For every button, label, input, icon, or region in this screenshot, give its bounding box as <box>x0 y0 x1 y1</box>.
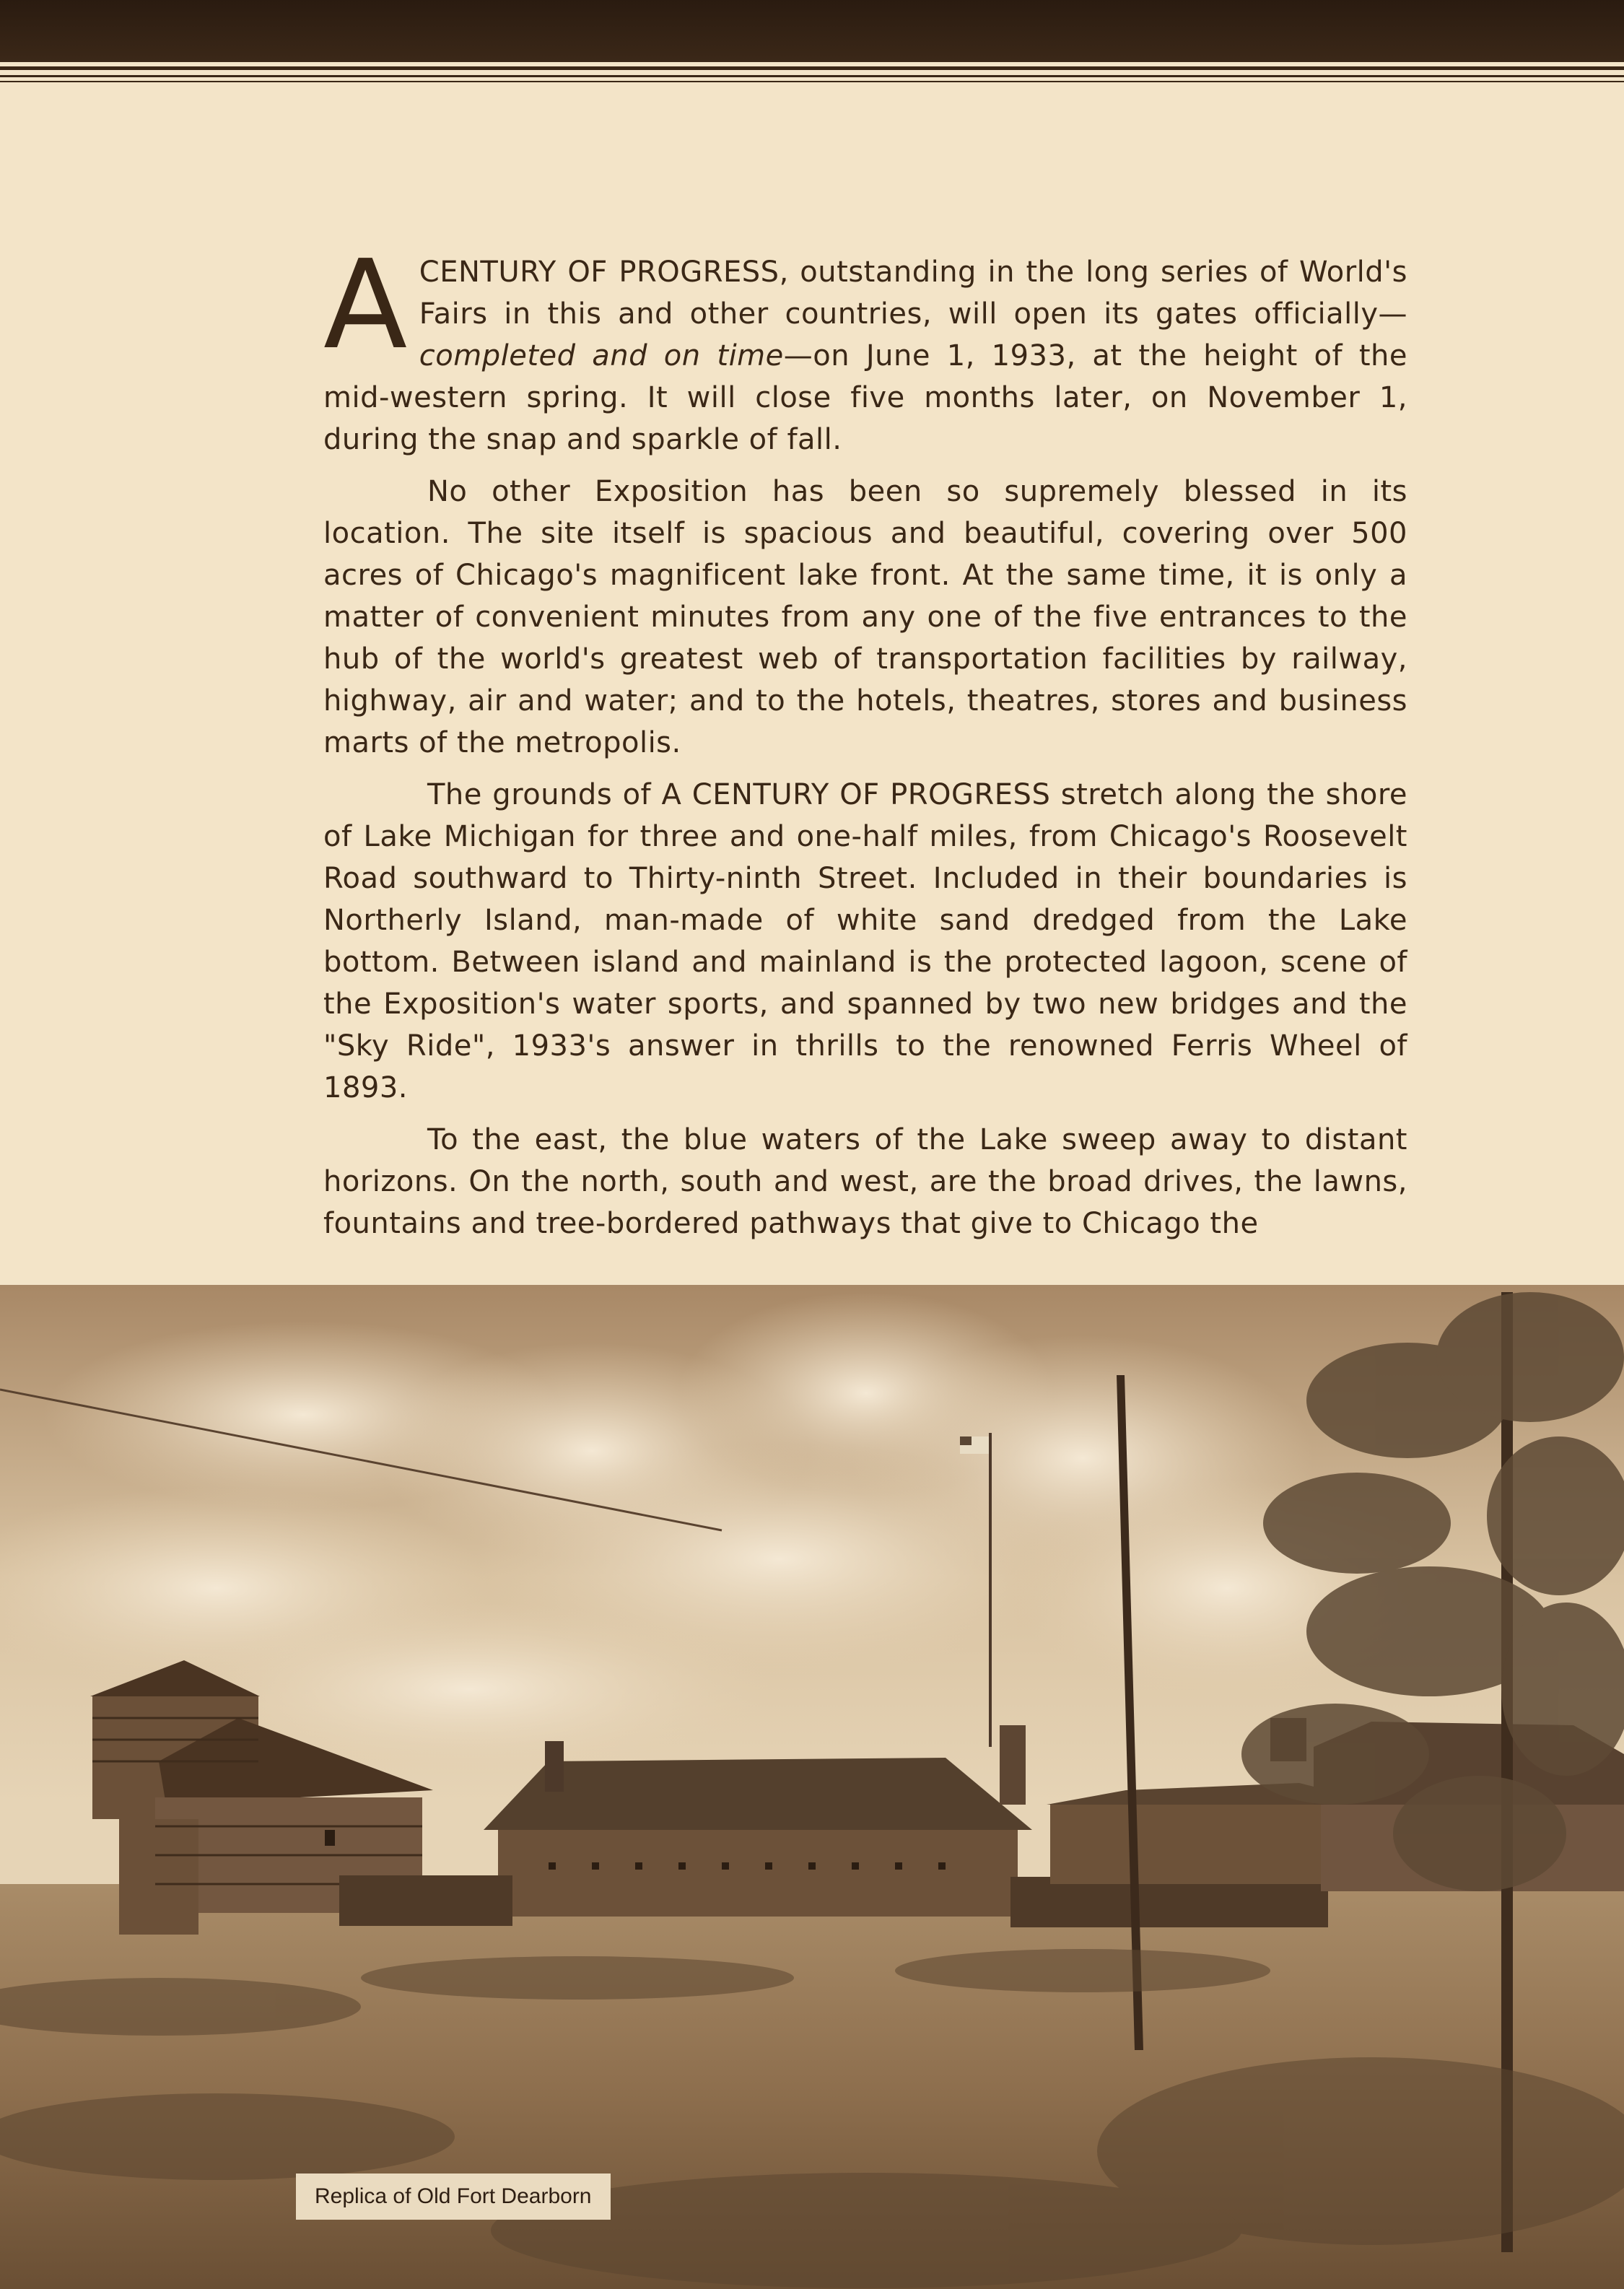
top-rule-line <box>0 75 1624 77</box>
paragraph-1-text-a: CENTURY OF PROGRESS, outstanding in the long series of World's Fairs in this and other countries, will open its gates officially— <box>419 256 1407 331</box>
article-text <box>323 234 1407 1255</box>
paragraph-1-italic: completed and on time <box>419 339 784 372</box>
top-border-band <box>0 0 1624 62</box>
fort-dearborn-photo <box>0 1285 1624 2289</box>
drop-cap: A <box>323 234 408 377</box>
paragraph-1 <box>323 234 1407 461</box>
paragraph-1-text-b: —on June 1, 1933, at the height of the mid-western spring. It will close five months later, on November 1, during the snap and sparkle of fall. <box>323 339 1407 456</box>
paragraph-4: To the east, the blue waters of the Lake sweep away to distant horizons. On the north, south and west, are the broad drives, the lawns, fountains and tree-bordered pathways that give to Chicago the <box>323 1123 1407 1240</box>
photo-caption: Replica of Old Fort Dearborn <box>296 2174 611 2220</box>
top-rule-line <box>0 81 1624 82</box>
paragraph-3: The grounds of A CENTURY OF PROGRESS stretch along the shore of Lake Michigan for three and one-half miles, from Chicago's Roosevelt Road southward to Thirty-ninth Street. Included in their boundaries is Northerly Island, man-made of white sand dredged from the Lake bottom. Between island and mainland is the protected lagoon, scene of the Exposition's water sports, and spanned by two new bridges and the "Sky Ride", 1933's answer in thrills to the renowned Ferris Wheel of 1893. <box>323 778 1407 1104</box>
paragraph-2: No other Exposition has been so supremely blessed in its location. The site itself is spacious and beautiful, covering over 500 acres of Chicago's magnificent lake front. At the same time, it is only a matter of convenient minutes from any one of the five entrances to the hub of the world's greatest web of transportation facilities by railway, highway, air and water; and to the hotels, theatres, stores and business marts of the metropolis. <box>323 475 1407 759</box>
top-rule-line <box>0 66 1624 70</box>
